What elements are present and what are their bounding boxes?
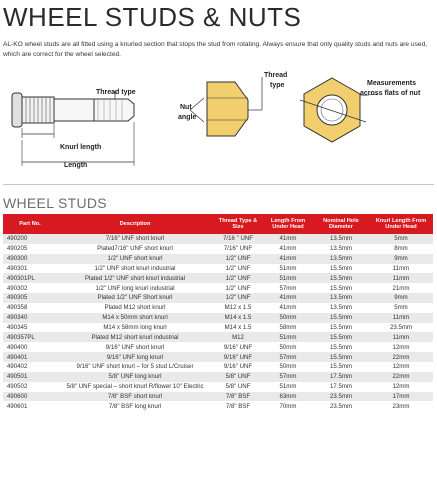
column-header-length: Length From Under Head: [263, 214, 313, 234]
part-no-cell: 490400: [3, 342, 57, 352]
knurl-length-cell: 8mm: [369, 244, 433, 254]
length-label: Length: [64, 162, 88, 169]
description-cell: Plated 1/2" UNF short knurl industrial: [57, 273, 213, 283]
thread-cell: M12: [213, 332, 263, 342]
stud-thread: [94, 99, 134, 121]
thread-cell: 7/16" UNF: [213, 244, 263, 254]
length-cell: 57mm: [263, 352, 313, 362]
description-cell: Plated7/16" UNF short knurl: [57, 244, 213, 254]
length-cell: 50mm: [263, 342, 313, 352]
hole-diameter-cell: 13.5mm: [313, 234, 369, 244]
part-no-cell: 490358: [3, 303, 57, 313]
table-row: [3, 273, 433, 283]
knurl-length-cell: 23mm: [369, 401, 433, 411]
description-cell: 5/8" UNF special – short knurl R/flower 10" Electric: [57, 382, 213, 392]
description-cell: 7/16" UNF short knurl: [57, 234, 213, 244]
length-cell: 51mm: [263, 382, 313, 392]
part-no-cell: 490502: [3, 382, 57, 392]
hole-diameter-cell: 15.5mm: [313, 342, 369, 352]
table-row: [3, 244, 433, 254]
description-cell: 7/8" BSF long knurl: [57, 401, 213, 411]
part-no-cell: 490600: [3, 392, 57, 402]
section-divider: [3, 184, 434, 185]
hole-diameter-cell: 15.5mm: [313, 332, 369, 342]
part-no-cell: 490340: [3, 313, 57, 323]
part-no-cell: 490301: [3, 264, 57, 274]
hole-diameter-cell: 15.5mm: [313, 352, 369, 362]
hole-diameter-cell: 23.5mm: [313, 401, 369, 411]
length-cell: 41mm: [263, 254, 313, 264]
thread-cell: 1/2" UNF: [213, 293, 263, 303]
knurl-length-cell: 11mm: [369, 273, 433, 283]
table-row: [3, 234, 433, 244]
knurl-length-cell: 12mm: [369, 382, 433, 392]
column-header-knurl-length: Knurl Length From Under Head: [369, 214, 433, 234]
knurl-length-cell: 5mm: [369, 303, 433, 313]
hole-diameter-cell: 13.5mm: [313, 254, 369, 264]
knurl-length-cell: 9mm: [369, 254, 433, 264]
description-cell: Plated 1/2" UNF Short knurl: [57, 293, 213, 303]
nut-thread-type-label-line2: type: [270, 82, 285, 89]
knurl-length-cell: 12mm: [369, 342, 433, 352]
length-cell: 57mm: [263, 372, 313, 382]
description-cell: M14 x 58mm long knurl: [57, 323, 213, 333]
description-cell: 1/2" UNF long knurl industrial: [57, 283, 213, 293]
knurl-length-cell: 5mm: [369, 234, 433, 244]
length-cell: 51mm: [263, 264, 313, 274]
part-no-cell: 490302: [3, 283, 57, 293]
table-row: [3, 283, 433, 293]
section-title: WHEEL STUDS: [3, 195, 107, 211]
column-header-description: Description: [57, 214, 213, 234]
part-no-cell: 490601: [3, 401, 57, 411]
table-row: [3, 392, 433, 402]
part-no-cell: 490200: [3, 234, 57, 244]
description-cell: 9/16" UNF short knurl – for 5 stud L/Cruiser: [57, 362, 213, 372]
length-cell: 41mm: [263, 244, 313, 254]
thread-cell: 1/2" UNF: [213, 254, 263, 264]
part-no-cell: 490205: [3, 244, 57, 254]
part-no-cell: 490402: [3, 362, 57, 372]
measurements-label-line1: Measurements: [367, 80, 417, 87]
stud-shank: [54, 99, 94, 121]
part-no-cell: 490501: [3, 372, 57, 382]
knurl-length-cell: 12mm: [369, 362, 433, 372]
knurl-length-cell: 21mm: [369, 283, 433, 293]
length-cell: 51mm: [263, 332, 313, 342]
page-title: WHEEL STUDS & NUTS: [3, 2, 302, 32]
hole-diameter-cell: 15.5mm: [313, 264, 369, 274]
hole-diameter-cell: 15.5mm: [313, 273, 369, 283]
description-cell: 9/16" UNF long knurl: [57, 352, 213, 362]
table-row: [3, 313, 433, 323]
thread-cell: 1/2" UNF: [213, 273, 263, 283]
hole-diameter-cell: 17.5mm: [313, 382, 369, 392]
knurl-length-cell: 17mm: [369, 392, 433, 402]
description-cell: M14 x 50mm short knurl: [57, 313, 213, 323]
knurl-length-cell: 11mm: [369, 313, 433, 323]
measurements-label-line2: across flats of nut: [360, 90, 421, 97]
table-header-row: [3, 214, 433, 234]
thread-cell: 7/16 " UNF: [213, 234, 263, 244]
length-cell: 70mm: [263, 401, 313, 411]
knurl-length-cell: 11mm: [369, 332, 433, 342]
length-cell: 57mm: [263, 283, 313, 293]
table-row: [3, 323, 433, 333]
knurl-length-cell: 23.5mm: [369, 323, 433, 333]
table-row: [3, 332, 433, 342]
description-cell: 5/8" UNF long knurl: [57, 372, 213, 382]
thread-cell: 9/16" UNF: [213, 352, 263, 362]
nut-side-view: [207, 82, 248, 136]
length-cell: 50mm: [263, 313, 313, 323]
length-cell: 41mm: [263, 234, 313, 244]
hole-diameter-cell: 15.5mm: [313, 362, 369, 372]
length-cell: 58mm: [263, 323, 313, 333]
knurl-length-cell: 22mm: [369, 352, 433, 362]
knurl-length-cell: 11mm: [369, 264, 433, 274]
table-row: [3, 264, 433, 274]
part-no-cell: 490300: [3, 254, 57, 264]
table-row: [3, 401, 433, 411]
hole-diameter-cell: 13.5mm: [313, 303, 369, 313]
hole-diameter-cell: 23.5mm: [313, 392, 369, 402]
thread-cell: 1/2" UNF: [213, 283, 263, 293]
length-cell: 41mm: [263, 293, 313, 303]
description-cell: 1/2" UNF short knurl industrial: [57, 264, 213, 274]
length-cell: 51mm: [263, 273, 313, 283]
column-header-thread: Thread Type & Size: [213, 214, 263, 234]
table-row: [3, 293, 433, 303]
length-cell: 50mm: [263, 362, 313, 372]
hole-diameter-cell: 13.5mm: [313, 293, 369, 303]
part-no-cell: 490345: [3, 323, 57, 333]
stud-head: [12, 93, 22, 127]
nut-angle-label-line1: Nut: [180, 104, 192, 111]
part-no-cell: 490301PL: [3, 273, 57, 283]
knurl-length-cell: 22mm: [369, 372, 433, 382]
thread-cell: M12 x 1.5: [213, 303, 263, 313]
description-cell: 7/8" BSF short knurl: [57, 392, 213, 402]
part-no-cell: 490305: [3, 293, 57, 303]
length-cell: 63mm: [263, 392, 313, 402]
part-no-cell: 490357PL: [3, 332, 57, 342]
table-row: [3, 382, 433, 392]
hole-diameter-cell: 13.5mm: [313, 244, 369, 254]
length-cell: 41mm: [263, 303, 313, 313]
knurl-length-cell: 9mm: [369, 293, 433, 303]
hole-diameter-cell: 15.5mm: [313, 313, 369, 323]
description-cell: Plated M12 short knurl industrial: [57, 332, 213, 342]
thread-cell: 9/16" UNF: [213, 342, 263, 352]
thread-cell: 5/8" UNF: [213, 372, 263, 382]
table-row: [3, 342, 433, 352]
description-cell: Plated M12 short knurl: [57, 303, 213, 313]
thread-cell: M14 x 1.5: [213, 323, 263, 333]
description-cell: 9/16" UNF short knurl: [57, 342, 213, 352]
thread-cell: 9/16" UNF: [213, 362, 263, 372]
stud-and-nut-diagram: [0, 60, 437, 180]
table-row: [3, 352, 433, 362]
description-cell: 1/2" UNF short knurl: [57, 254, 213, 264]
thread-cell: M14 x 1.5: [213, 313, 263, 323]
column-header-hole-diameter: Nominal Hole Diameter: [313, 214, 369, 234]
table-row: [3, 254, 433, 264]
thread-cell: 5/8" UNF: [213, 382, 263, 392]
table-row: [3, 372, 433, 382]
thread-cell: 7/8" BSF: [213, 392, 263, 402]
nut-angle-label-line2: angle: [178, 114, 197, 121]
thread-type-label: Thread type: [96, 89, 136, 96]
table-row: [3, 303, 433, 313]
thread-cell: 1/2" UNF: [213, 264, 263, 274]
nut-thread-type-label-line1: Thread: [264, 72, 288, 79]
part-no-cell: 490401: [3, 352, 57, 362]
hole-diameter-cell: 15.5mm: [313, 323, 369, 333]
knurl-length-label: Knurl length: [60, 144, 102, 151]
thread-cell: 7/8" BSF: [213, 401, 263, 411]
column-header-part-no: Part No.: [3, 214, 57, 234]
hole-diameter-cell: 17.5mm: [313, 372, 369, 382]
intro-text: AL-KO wheel studs are all fitted using a knurled section that stops the stud from rotating. Always ensure that only quality studs and nuts are used, which are correct for the wheel selected.: [3, 41, 428, 58]
hole-diameter-cell: 15.5mm: [313, 283, 369, 293]
wheel-studs-table: [3, 214, 433, 411]
table-row: [3, 362, 433, 372]
